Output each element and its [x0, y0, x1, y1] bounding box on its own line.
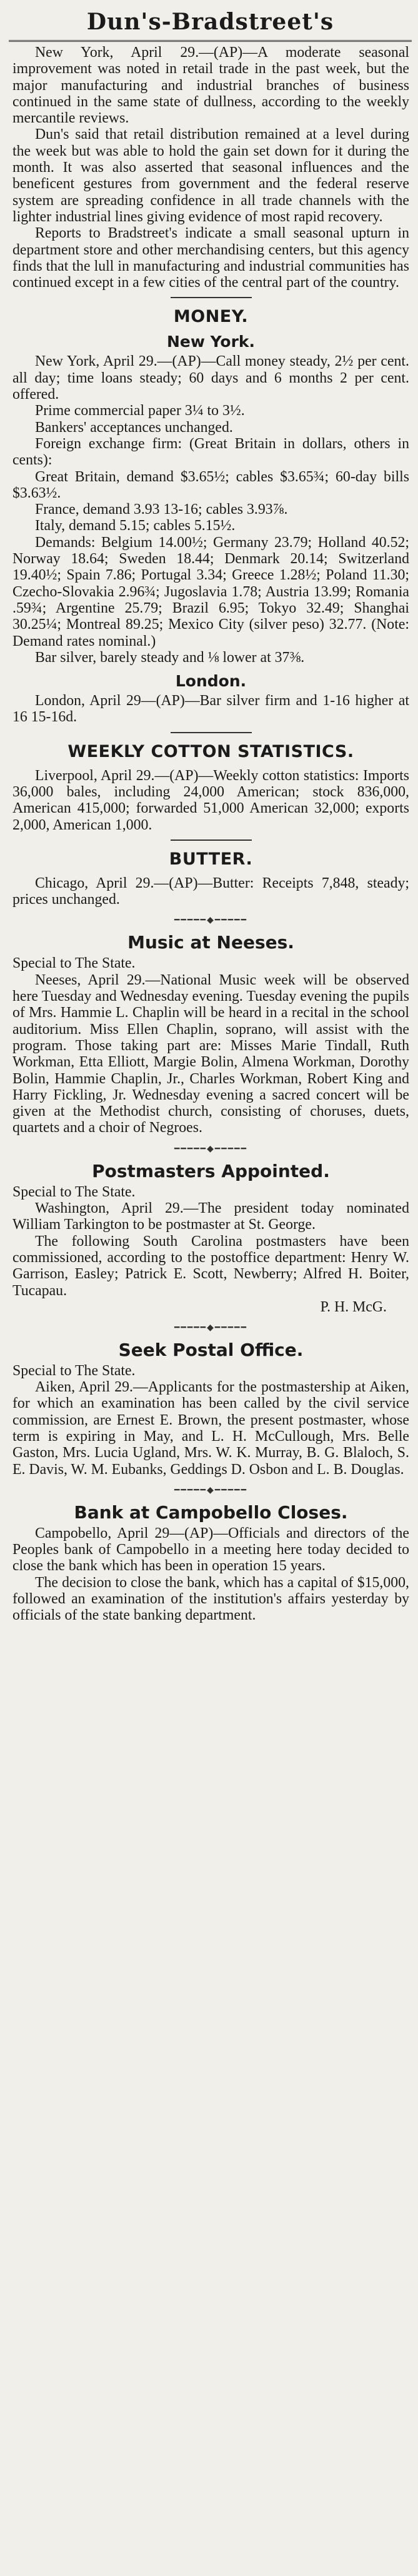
butter-heading: BUTTER.	[169, 849, 253, 869]
postmasters-byline: P. H. McG.	[320, 1298, 387, 1315]
bank-paragraph: Campobello, April 29—(AP)—Officials and directors of the Peoples bank of Campobello in a meeting here today decided to close the bank which has been in operation 15 years.	[12, 1525, 409, 1575]
ornament-divider: ━━━━━◆━━━━━	[174, 916, 248, 926]
cotton-heading: WEEKLY COTTON STATISTICS.	[67, 741, 354, 761]
section-divider	[171, 297, 252, 298]
bank-heading: Bank at Campobello Closes.	[74, 1501, 348, 1523]
money-paragraph: Bar silver, barely steady and ⅛ lower at 37⅜.	[35, 649, 305, 666]
ornament-divider: ━━━━━◆━━━━━	[174, 1485, 248, 1495]
money-paragraph: New York, April 29.—(AP)—Call money steady, 2½ per cent. all day; time loans steady; 60 days and 6 months 2 per cent. offered.	[12, 353, 409, 403]
postmasters-paragraph: Washington, April 29.—The president today nominated William Tarkington to be postmaster at St. George.	[12, 1200, 409, 1233]
postmasters-dateline: Special to The State.	[12, 1183, 136, 1200]
market-paragraph: Reports to Bradstreet's indicate a small seasonal upturn in department store and other merchandising centers, but this agency finds that the lull in manufacturing and industrial communities has continued except in a few cities of the central part of the country.	[12, 225, 409, 291]
masthead: Dun's-Bradstreet's	[9, 0, 412, 42]
bank-paragraph: The decision to close the bank, which has a capital of $15,000, followed an examination of the institution's affairs yesterday by officials of the state banking department.	[12, 1574, 409, 1624]
postmasters-paragraph: The following South Carolina postmasters have been commissioned, according to the postoffice department: Henry W. Garrison, Easley; Patrick E. Scott, Newberry; Alfred H. Boiter, Tucapau.	[12, 1233, 409, 1299]
money-section	[12, 307, 409, 725]
cotton-paragraph: Liverpool, April 29.—(AP)—Weekly cotton statistics: Imports 36,000 bales, including 24,000 American; stock 836,000, American 415,000; forwarded 51,000 American 32,000; exports 2,000, American 1,000.	[12, 767, 409, 833]
ornament-divider: ━━━━━◆━━━━━	[174, 1323, 248, 1333]
article-column	[9, 42, 412, 1624]
music-heading: Music at Neeses.	[127, 932, 294, 953]
bank-article	[12, 1502, 409, 1624]
money-paragraph: Bankers' acceptances unchanged.	[35, 419, 233, 436]
money-paragraph: Prime commercial paper 3¼ to 3½.	[35, 403, 245, 419]
money-paragraph: France, demand 3.93 13-16; cables 3.93⅞.	[35, 501, 288, 518]
money-paragraph: Great Britain, demand $3.65½; cables $3.65¾; 60-day bills $3.63½.	[12, 468, 409, 501]
postal-heading: Seek Postal Office.	[118, 1339, 304, 1360]
money-paragraph: Italy, demand 5.15; cables 5.15½.	[35, 518, 236, 534]
postmasters-heading: Postmasters Appointed.	[92, 1160, 330, 1181]
postal-article	[12, 1340, 409, 1478]
money-heading: MONEY.	[173, 307, 249, 327]
postal-paragraph: Aiken, April 29.—Applicants for the postmastership at Aiken, for which an examination has been called by the civil service commission, are Ernest E. Brown, the present postmaster, whose term is expiring in May, and L. H. McCullough, Mrs. Belle Gaston, Mrs. Lucia Ugland, Mrs. W. K. Murray, B. G. Blaloch, S. E. Davis, W. M. Eubanks, Geddings D. Osbon and L. B. Douglas.	[12, 1379, 409, 1478]
music-dateline: Special to The State.	[12, 955, 136, 972]
london-subheading: London.	[175, 672, 247, 691]
ornament-divider: ━━━━━◆━━━━━	[174, 1144, 248, 1154]
money-paragraph: Demands: Belgium 14.00½; Germany 23.79; Holland 40.52; Norway 18.64; Sweden 18.44; Denmark 20.14; Switzerland 19.40½; Spain 7.86; Portugal 3.34; Greece 1.28½; Poland 11.30; Czecho-Slovakia 2.96¾; Jugoslavia 1.78; Austria 13.99; Romania .59¾; Argentine 25.79; Brazil 6.95; Tokyo 32.49; Shanghai 30.25¼; Montreal 89.25; Mexico City (silver peso) 32.77. (Note: Demand rates nominal.)	[12, 534, 409, 649]
postal-dateline: Special to The State.	[12, 1362, 136, 1379]
london-paragraph: London, April 29—(AP)—Bar silver firm and 1-16 higher at 16 15-16d.	[12, 693, 409, 726]
postmasters-article	[12, 1161, 409, 1315]
butter-paragraph: Chicago, April 29.—(AP)—Butter: Receipts 7,848, steady; prices unchanged.	[12, 875, 409, 908]
butter-section	[12, 849, 409, 908]
market-paragraph: Dun's said that retail distribution remained at a level during the week but was able to hold the gain set down for it during the month. It was also asserted that seasonal influences and the beneficent gestures from government and the federal reserve system are spreading confidence in all trade channels with the lighter industrial lines giving evidence of most rapid recovery.	[12, 126, 409, 225]
market-review-article	[12, 44, 409, 291]
music-article	[12, 932, 409, 1136]
music-paragraph: Neeses, April 29.—National Music week will be observed here Tuesday and Wednesday evening. Tuesday evening the pupils of Mrs. Hammie L. Chaplin will be heard in a recital in the school auditorium. Miss Ellen Chaplin, soprano, will assist with the program. Those taking part are: Misses Marie Tindall, Ruth Workman, Etta Elliott, Margie Bolin, Almena Workman, Dorothy Bolin, Hammie Chaplin, Jr., Charles Workman, Robert King and Harry Fickling, Jr. Wednesday evening a sacred concert will be given at the Methodist church, consisting of choruses, duets, quartets and a choir of Negroes.	[12, 971, 409, 1136]
new-york-subheading: New York.	[166, 333, 256, 351]
cotton-section	[12, 742, 409, 833]
section-divider	[171, 839, 252, 841]
market-paragraph: New York, April 29.—(AP)—A moderate seasonal improvement was noted in retail trade in the past week, but the major manufacturing and industrial branches of business continued in the same state of dullness, according to the weekly mercantile reviews.	[12, 44, 409, 127]
money-paragraph: Foreign exchange firm: (Great Britain in dollars, others in cents):	[12, 435, 409, 469]
section-divider	[171, 732, 252, 733]
